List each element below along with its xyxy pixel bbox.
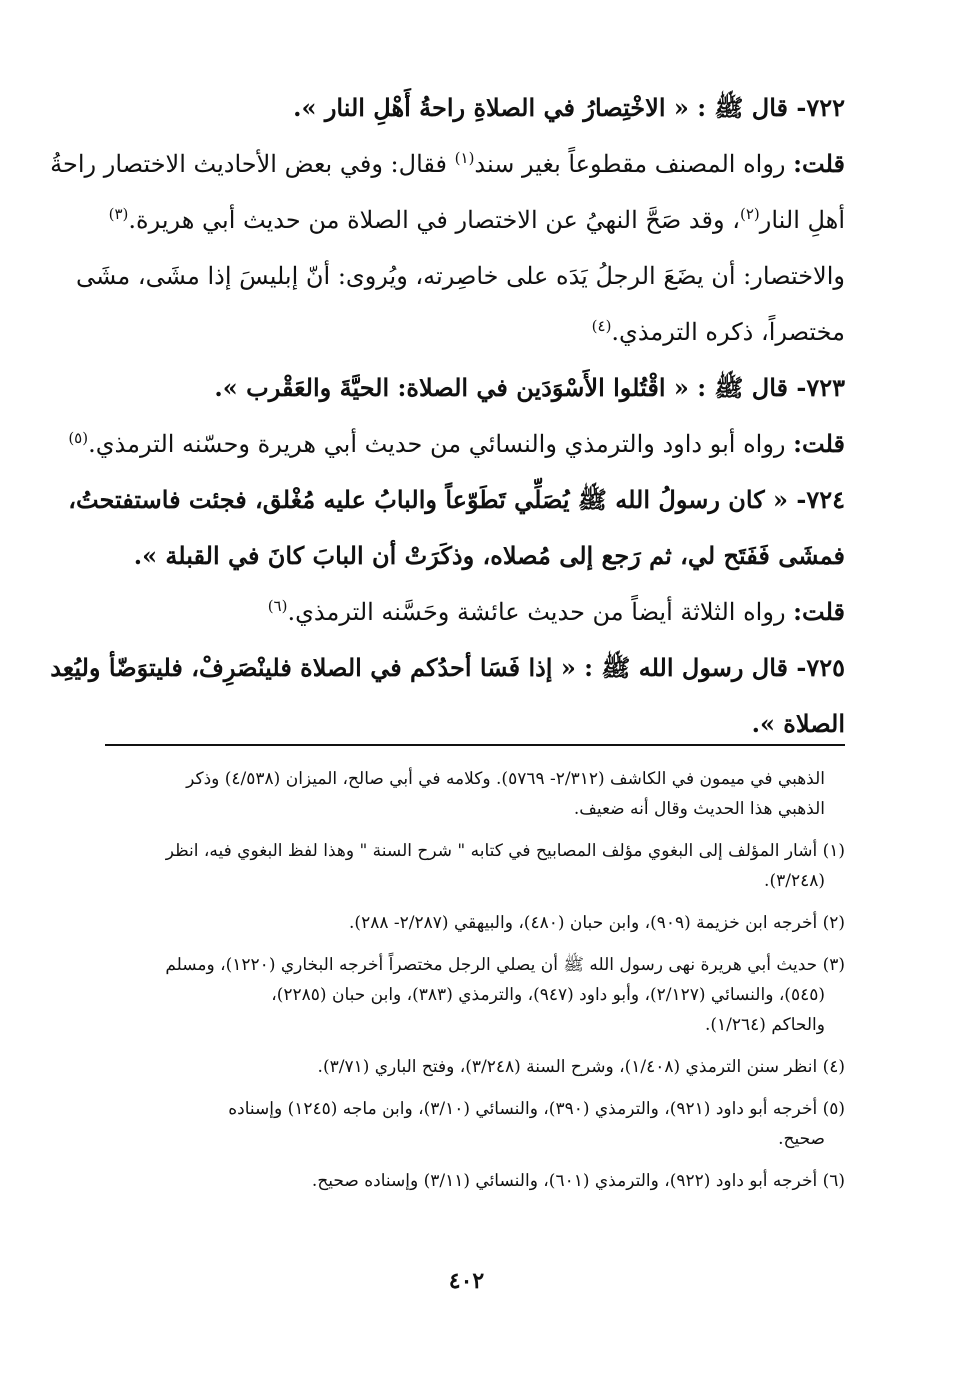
- commentary-text: رواه أبو داود والترمذي والنسائي من حديث أبي هريرة وحسّنه الترمذي.: [88, 430, 794, 458]
- footnote-line: (٥٤٥)، والنسائي (٢/١٢٧)، وأبو داود (٩٤٧)، والترمذي (٣٨٣)، وابن حبان (٢٢٨٥)،: [271, 985, 825, 1005]
- footnote-line: (٣/٢٤٨).: [764, 871, 825, 891]
- footnote-6: [88, 1166, 845, 1196]
- footnote-1: [88, 836, 845, 896]
- commentary-723-line: [68, 416, 845, 472]
- footnote-line: (١) أشار المؤلف إلى البغوي مؤلف المصابيح في كتابه " شرح السنة " وهذا لفظ البغوي فيه، انظر: [165, 841, 845, 861]
- hadith-722-line: [88, 80, 845, 136]
- footnote-line: (٤) انظر سنن الترمذي (١/٤٠٨)، وشرح السنة (٣/٢٤٨)، وفتح الباري (٣/٧١).: [317, 1057, 845, 1077]
- qult-label: قلت:: [793, 149, 845, 178]
- commentary-text: رواه الثلاثة أيضاً من حديث عائشة وحَسَّنه الترمذي.: [287, 598, 794, 626]
- hadith-text: قال ﷺ : « الاخْتِصارُ في الصلاةِ راحةُ أَهْلِ النار ».: [293, 93, 797, 122]
- hadith-724-line-1: [68, 472, 845, 528]
- footnote-line: (٢) أخرجه ابن خزيمة (٩٠٩)، وابن حبان (٤٨٠)، والبيهقي (٢/٢٨٧- ٢٨٨).: [349, 913, 845, 933]
- hadith-text: قال ﷺ : « اقْتُلوا الأَسْوَدَين في الصلاة: الحيَّةَ والعَقْرب ».: [214, 373, 797, 402]
- footnote-ref[interactable]: (١): [454, 149, 475, 167]
- commentary-722-line-4: [88, 304, 845, 360]
- hadith-text: « كان رسولُ الله ﷺ يُصَلِّي تَطَوّعاً والبابُ عليه مُغْلق، فجئت فاستفتحتُ،: [68, 485, 797, 514]
- hadith-724-line-2: [88, 528, 845, 584]
- commentary-text: والاختصار: أن يضَعَ الرجلُ يَدَه على خاصِرته، ويُروى: أنّ إبليسَ إذا مشَى، مشَى: [75, 262, 845, 290]
- footnote-line: (٦) أخرجه أبو داود (٩٢٢)، والترمذي (٦٠١)، والنسائي (٣/١١) وإسناده صحيح.: [311, 1171, 845, 1191]
- hadith-text: فمشَى فَفَتَح لي، ثم رَجع إلى مُصلاه، وذكَرَتْ أن البابَ كانَ في القبلة ».: [133, 541, 845, 570]
- hadith-text: الصلاة ».: [751, 709, 845, 738]
- commentary-text: ، وقد صَحَّ النهيُ عن الاختصار في الصلاة من حديث أبي هريرة.: [128, 206, 740, 234]
- hadith-number: ٧٢٥-: [796, 653, 845, 682]
- footnote-continuation: [88, 764, 845, 824]
- hadith-number: ٧٢٣-: [796, 373, 845, 402]
- commentary-722-line-2: [88, 192, 845, 248]
- footnote-separator: [105, 744, 845, 746]
- footnote-4: [88, 1052, 845, 1082]
- hadith-723-line: [88, 360, 845, 416]
- footnote-line: الذهبي هذا الحديث وقال أنه ضعيف.: [573, 799, 825, 819]
- hadith-number: ٧٢٢-: [796, 93, 845, 122]
- commentary-text: أهلِ النار: [759, 206, 845, 234]
- footnote-line: والحاكم (١/٢٦٤).: [704, 1015, 825, 1035]
- hadith-number: ٧٢٤-: [796, 485, 845, 514]
- page-number: ٤٠٢: [448, 1268, 485, 1294]
- footnote-2: [88, 908, 845, 938]
- footnote-3: [88, 950, 845, 1040]
- commentary-722-line-1: [50, 136, 845, 192]
- commentary-text: مختصراً، ذكره الترمذي.: [611, 318, 845, 346]
- commentary-724-line: [88, 584, 845, 640]
- commentary-text: رواه المصنف مقطوعاً بغير سند: [474, 150, 794, 178]
- qult-label: قلت:: [793, 429, 845, 458]
- book-page: [50, 0, 845, 1376]
- footnote-ref[interactable]: (٣): [108, 205, 129, 223]
- commentary-text: فقال: وفي بعض الأحاديث الاختصار راحةُ: [50, 150, 455, 178]
- footnote-5: [88, 1094, 845, 1154]
- main-text: [50, 80, 845, 752]
- qult-label: قلت:: [793, 597, 845, 626]
- commentary-722-line-3: [75, 248, 845, 304]
- footnote-line: (٥) أخرجه أبو داود (٩٢١)، والترمذي (٣٩٠)، والنسائي (٣/١٠)، وابن ماجه (١٢٤٥) وإسناده: [228, 1099, 845, 1119]
- footnote-line: (٣) حديث أبي هريرة نهى رسول الله ﷺ أن يصلي الرجل مختصراً أخرجه البخاري (١٢٢٠)، ومسلم: [165, 955, 845, 975]
- footnote-ref[interactable]: (٥): [68, 429, 89, 447]
- footnote-ref[interactable]: (٦): [267, 597, 288, 615]
- hadith-725-line-1: [50, 640, 845, 696]
- footnote-line: الذهبي في ميمون في الكاشف (٢/٣١٢- ٥٧٦٩). وكلامه في أبي صالح، الميزان (٤/٥٣٨) وذكر: [186, 769, 825, 789]
- footnote-line: صحيح.: [778, 1129, 825, 1149]
- footnotes: [88, 764, 845, 1196]
- footnote-ref[interactable]: (٤): [591, 317, 612, 335]
- footnote-ref[interactable]: (٢): [739, 205, 760, 223]
- hadith-text: قال رسول الله ﷺ : « إذا فَسَا أحدُكم في الصلاة فلينْصَرِفْ، فليتوَضّأ وليُعِد: [50, 653, 797, 682]
